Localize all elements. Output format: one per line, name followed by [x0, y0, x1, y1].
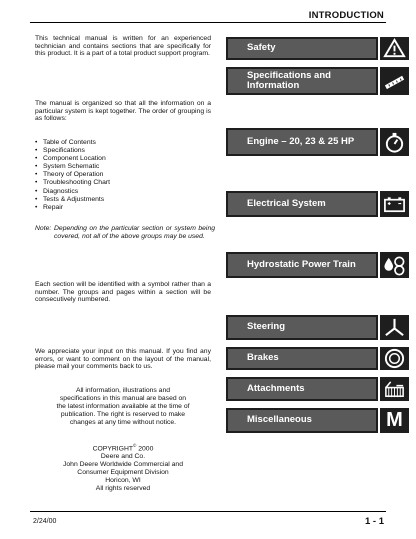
- company-line: John Deere Worldwide Commercial and: [62, 461, 183, 469]
- brake-drum-icon: [380, 347, 409, 370]
- section-tab-safety[interactable]: [226, 37, 409, 60]
- section-tab-electrical[interactable]: [226, 191, 409, 217]
- grouping-list: [35, 139, 110, 212]
- grouping-list-item: • Table of Contents: [35, 139, 110, 147]
- grouping-list-item: • Diagnostics: [35, 188, 110, 196]
- section-tab-miscellaneous[interactable]: [226, 408, 409, 433]
- section-tab-label: Engine – 20, 23 & 25 HP: [226, 128, 378, 156]
- note: [35, 225, 215, 240]
- steering-icon: [380, 315, 409, 340]
- rights-line: the latest information available at the time of: [56, 402, 190, 410]
- grouping-list-item: • Repair: [35, 204, 110, 212]
- intro-paragraph-4: We appreciate your input on this manual. If you find any errors, or want to comment on the layout of the manual, please mail your comments back to us.: [35, 348, 211, 371]
- copyright-block: [35, 442, 211, 493]
- grouping-list-item: • Component Location: [35, 155, 110, 163]
- copyright-mark: ©: [133, 443, 137, 448]
- engine-timer-icon: [380, 128, 409, 156]
- footer-date: 2/24/00: [33, 518, 57, 525]
- page-header-title: INTRODUCTION: [308, 10, 384, 21]
- rights-line: All information, illustrations and: [75, 387, 171, 394]
- company-line: Consumer Equipment Division: [77, 468, 169, 476]
- section-tab-hydrostatic[interactable]: [226, 252, 409, 278]
- copyright-label: COPYRIGHT: [92, 445, 134, 453]
- company-line: Deere and Co.: [100, 453, 146, 461]
- specification-gauge-icon: [380, 67, 409, 95]
- note-text: Depending on the particular section or system being covered, not all of the above groups may be used.: [54, 225, 215, 240]
- company-line: All rights reserved: [95, 484, 151, 492]
- rights-notice: [35, 387, 211, 427]
- copyright-year: 2000: [138, 445, 154, 453]
- miscellaneous-m-letter: M: [386, 409, 403, 431]
- section-tab-label: Electrical System: [226, 191, 378, 217]
- grouping-list-item: • Theory of Operation: [35, 171, 110, 179]
- section-tab-label: Attachments: [226, 377, 378, 401]
- section-tab-label: Hydrostatic Power Train: [226, 252, 378, 278]
- copyright-line: [35, 442, 211, 453]
- note-label: Note:: [35, 225, 52, 232]
- rights-line: specifications in this manual are based on: [59, 394, 187, 402]
- section-tab-label: Specifications and Information: [226, 67, 378, 95]
- section-tab-brakes[interactable]: [226, 347, 409, 370]
- rights-line: publication. The right is reserved to make: [60, 410, 186, 418]
- rights-line: changes at any time without notice.: [69, 418, 177, 426]
- header-rule: [30, 22, 386, 23]
- intro-paragraph-3: Each section will be identified with a symbol rather than a number. The groups and pages within a section will be consecutively numbered.: [35, 281, 211, 304]
- grouping-list-item: • Specifications: [35, 147, 110, 155]
- section-tab-label: Brakes: [226, 347, 378, 370]
- page-number: 1 - 1: [364, 516, 384, 527]
- mower-deck-icon: [380, 377, 409, 401]
- grouping-list-item: • Tests & Adjustments: [35, 196, 110, 204]
- intro-paragraph-1: This technical manual is written for an experienced technician and contains sections that are specifically for this product. It is a part of a total product support program.: [35, 35, 211, 58]
- section-tab-engine[interactable]: [226, 128, 409, 156]
- intro-paragraph-2: The manual is organized so that all the information on a particular system is kept together. The order of grouping is as follows:: [35, 100, 211, 123]
- battery-icon: [380, 191, 409, 217]
- section-tab-label: Safety: [226, 37, 378, 60]
- warning-triangle-icon: [380, 37, 409, 60]
- hydraulic-drop-gears-icon: [380, 252, 409, 278]
- section-tab-label: Steering: [226, 315, 378, 340]
- company-line: Horicon, WI: [105, 476, 141, 484]
- section-tab-label: Miscellaneous: [226, 408, 378, 433]
- section-tab-specifications[interactable]: [226, 67, 409, 95]
- miscellaneous-m-icon: [380, 408, 409, 433]
- section-tab-attachments[interactable]: [226, 377, 409, 401]
- grouping-list-item: • Troubleshooting Chart: [35, 179, 110, 187]
- footer-rule: [30, 511, 386, 512]
- grouping-list-item: • System Schematic: [35, 163, 110, 171]
- section-tab-steering[interactable]: [226, 315, 409, 340]
